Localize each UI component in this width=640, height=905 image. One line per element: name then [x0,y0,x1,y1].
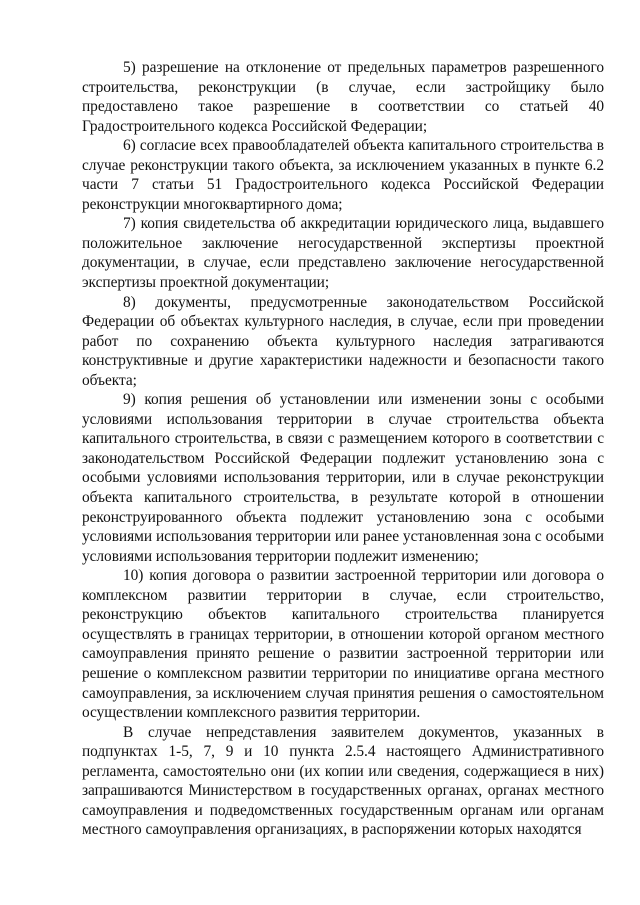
paragraph-request-note: В случае непредставления заявителем документов, указанных в подпунктах 1-5, 7, 9 и 10 пункта 2.5.4 настоящего Административного регламента, самостоятельно они (их копии или сведения, содержащиеся в них) запрашиваются Министерством в государственных органах, органах местного самоуправления и подведомственных государственным органам или органам местного самоуправления организациях, в распоряжении которых находятся [82,723,604,839]
paragraph-item-8: 8) документы, предусмотренные законодательством Российской Федерации об объектах культурного наследия, в случае, если при проведении работ по сохранению объекта культурного наследия затрагиваются конструктивные и другие характеристики надежности и безопасности такого объекта; [82,293,604,389]
paragraph-item-7: 7) копия свидетельства об аккредитации юридического лица, выдавшего положительное заключение негосударственной экспертизы проектной документации, в случае, если представлено заключение негосударственной экспертизы проектной документации; [82,215,604,292]
paragraph-item-9: 9) копия решения об установлении или изменении зоны с особыми условиями использования территории в случае строительства объекта капитального строительства, в связи с размещением которого в соответствии с законодательством Российской Федерации подлежит установлению зона с особыми условиями использования территории, или в случае реконструкции объекта капитального строительства, в результате которой в отношении реконструированного объекта подлежит установлению зона с особыми условиями использования территории или ранее установленная зона с особыми условиями использования территории подлежит изменению; [82,391,604,565]
paragraph-item-10: 10) копия договора о развитии застроенной территории или договора о комплексном развитии территории в случае, если строительство, реконструкцию объектов капитального строительства планируется осуществлять в границах территории, в отношении которой органом местного самоуправления принято решение о развитии застроенной территории или решение о комплексном развитии территории по инициативе органа местного самоуправления, за исключением случая принятия решения о самостоятельном осуществлении комплексного развития территории. [82,567,604,722]
paragraph-item-6: 6) согласие всех правообладателей объекта капитального строительства в случае реконструкции такого объекта, за исключением указанных в пункте 6.2 части 7 статьи 51 Градостроительного кодекса Российской Федерации реконструкции многоквартирного дома; [82,137,604,213]
paragraph-item-5: 5) разрешение на отклонение от предельных параметров разрешенного строительства, реконструкции (в случае, если застройщику было предоставлено такое разрешение в соответствии со статьей 40 Градостроительного кодекса Российской Федерации; [82,59,604,135]
